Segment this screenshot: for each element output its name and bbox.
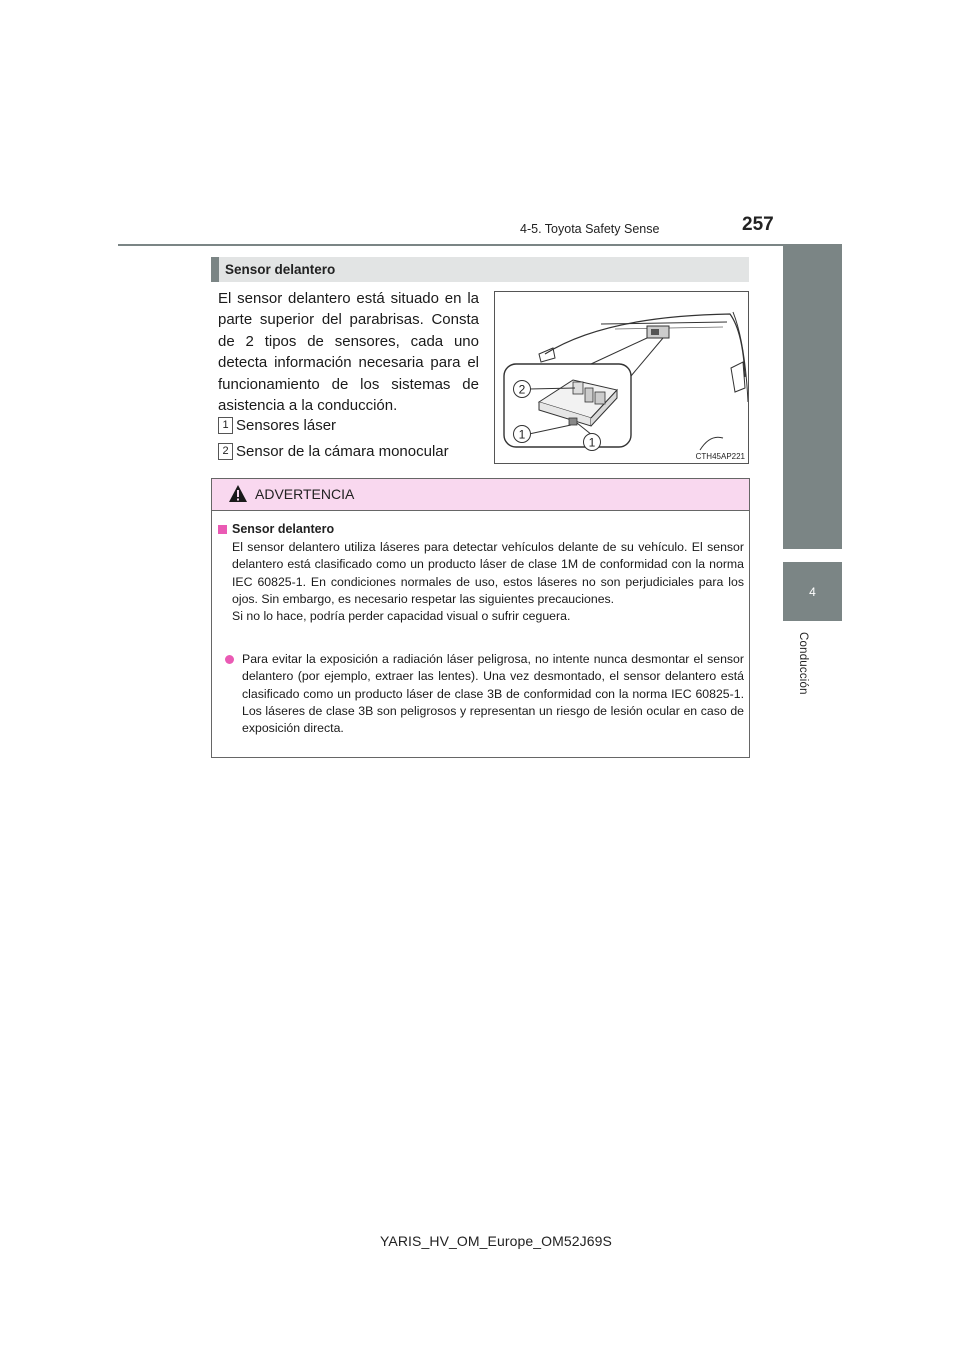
callout-number: 1 — [518, 427, 526, 442]
item-label: Sensor de la cámara monocular — [236, 443, 449, 460]
warning-paragraph — [232, 539, 744, 625]
square-bullet-icon — [218, 525, 227, 534]
warning-subtitle-text: Sensor delantero — [232, 522, 335, 536]
running-header-section: 4-5. Toyota Safety Sense — [520, 222, 660, 236]
item-label: Sensores láser — [236, 417, 337, 434]
header-rule — [118, 244, 842, 246]
item-number-badge: 1 — [218, 417, 233, 434]
footer-document-id: YARIS_HV_OM_Europe_OM52J69S — [380, 1233, 612, 1249]
chapter-tab-number: 4 — [783, 562, 842, 621]
warning-triangle-icon — [228, 484, 248, 503]
warning-bullet — [225, 651, 744, 737]
warning-bullet-text: Para evitar la exposición a radiación láser peligrosa, no intente nunca desmontar el sensor delantero (por ejemplo, extraer las lentes). Una vez desmontado, el sensor delantero está clasificado como un producto láser de clase 3B de conformidad con la norma IEC 60825-1. Los láseres de clase 3B son peligrosos y representan un riesgo de lesión ocular en caso de exposición directa. — [242, 652, 744, 736]
warning-header — [212, 479, 749, 511]
warning-paragraph-text: El sensor delantero utiliza láseres para detectar vehículos delante de su vehículo. El sensor delantero está clasificado como un producto láser de clase 1M de conformidad con la norma IEC 60825-1. En condiciones normales de uso, estos láseres no son perjudiciales para los ojos. Sin embargo, es necesario respetar las siguientes precauciones. — [232, 540, 744, 606]
chapter-tab-bar — [783, 246, 842, 549]
warning-box — [211, 478, 750, 758]
callout-number: 2 — [518, 382, 526, 397]
warning-subtitle — [218, 522, 334, 536]
warning-paragraph-consequence: Si no lo hace, podría perder capacidad visual o sufrir ceguera. — [232, 609, 571, 624]
section-header — [211, 257, 749, 282]
page-number: 257 — [742, 214, 774, 235]
warning-title: ADVERTENCIA — [255, 486, 355, 502]
figure-code: CTH45AP221 — [695, 452, 745, 461]
chapter-tab-label: Conducción — [797, 632, 809, 695]
callout-number: 1 — [588, 435, 596, 450]
list-item — [218, 443, 449, 460]
windshield-illustration-svg — [495, 292, 748, 463]
section-title: Sensor delantero — [225, 262, 336, 277]
list-item — [218, 417, 336, 434]
circle-bullet-icon — [225, 655, 234, 664]
section-paragraph: El sensor delantero está situado en la parte superior del parabrisas. Consta de 2 tipos de sensores, cada uno detecta información necesaria para el funcionamiento de los sistemas de asistencia a la conducción. — [218, 290, 479, 415]
item-number-badge: 2 — [218, 443, 233, 460]
windshield-sensor-illustration — [494, 291, 749, 464]
